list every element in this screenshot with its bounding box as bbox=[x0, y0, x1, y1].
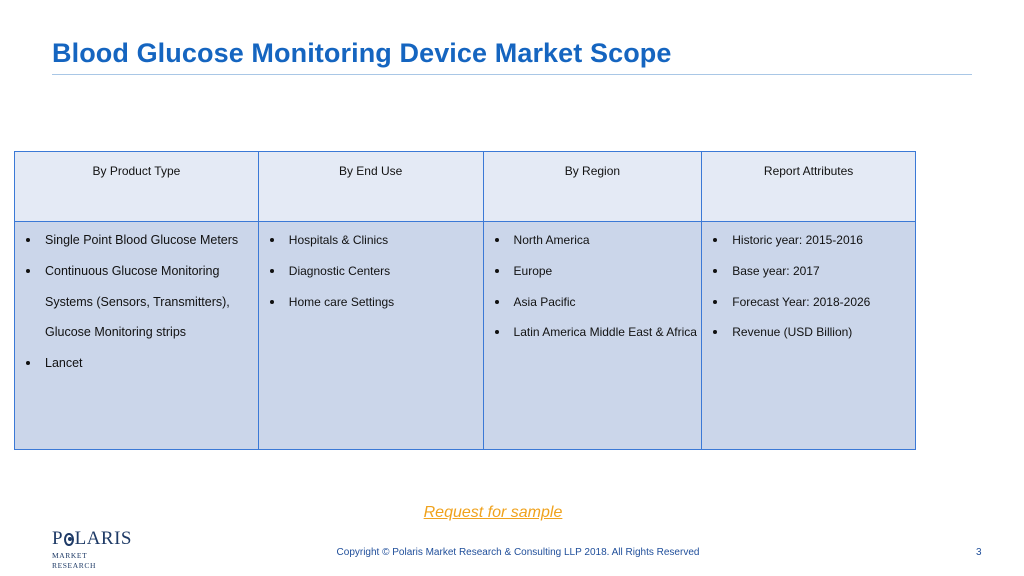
table-body-row bbox=[15, 222, 916, 450]
report-attributes-cell bbox=[702, 222, 916, 450]
list-item: Forecast Year: 2018-2026 bbox=[711, 294, 911, 325]
product-type-cell bbox=[15, 222, 259, 450]
list-item: Continuous Glucose Monitoring bbox=[24, 263, 254, 294]
list-item: Base year: 2017 bbox=[711, 263, 911, 294]
list-item: Latin America Middle East & Africa bbox=[493, 324, 698, 355]
list-item: Glucose Monitoring strips bbox=[45, 325, 187, 340]
list-item: Diagnostic Centers bbox=[268, 263, 479, 294]
list-item: Lancet bbox=[24, 355, 254, 386]
logo-letter-p: P bbox=[52, 528, 64, 549]
list-item: Systems (Sensors, Transmitters), bbox=[45, 294, 230, 309]
header-by-product-type: By Product Type bbox=[15, 152, 259, 222]
logo-subtitle: MARKET RESEARCH bbox=[52, 551, 96, 570]
end-use-list bbox=[268, 232, 479, 324]
list-item: Revenue (USD Billion) bbox=[711, 324, 911, 355]
header-report-attributes: Report Attributes bbox=[702, 152, 916, 222]
list-item: Europe bbox=[493, 263, 698, 294]
list-item: Home care Settings bbox=[268, 294, 479, 325]
list-item: Asia Pacific bbox=[493, 294, 698, 325]
title-divider bbox=[52, 74, 972, 75]
end-use-cell bbox=[258, 222, 483, 450]
region-cell bbox=[483, 222, 702, 450]
header-by-region: By Region bbox=[483, 152, 702, 222]
logo-star-o-icon bbox=[64, 533, 74, 546]
logo-wordmark bbox=[52, 529, 132, 549]
table-header-row bbox=[15, 152, 916, 222]
request-sample-link[interactable]: Request for sample bbox=[423, 504, 563, 521]
copyright-text: Copyright © Polaris Market Research & Consulting LLP 2018. All Rights Reserved bbox=[336, 547, 700, 558]
page-number: 3 bbox=[976, 547, 982, 558]
header-by-end-use: By End Use bbox=[258, 152, 483, 222]
market-scope-table bbox=[14, 151, 916, 450]
list-item: North America bbox=[493, 232, 698, 263]
list-item: Historic year: 2015-2016 bbox=[711, 232, 911, 263]
list-item: Single Point Blood Glucose Meters bbox=[24, 232, 254, 263]
product-type-list bbox=[24, 232, 254, 386]
report-attributes-list bbox=[711, 232, 911, 355]
list-item: Hospitals & Clinics bbox=[268, 232, 479, 263]
slide-title: Blood Glucose Monitoring Device Market Scope bbox=[52, 38, 672, 68]
logo-letters: LARIS bbox=[74, 528, 132, 549]
region-list bbox=[493, 232, 698, 355]
